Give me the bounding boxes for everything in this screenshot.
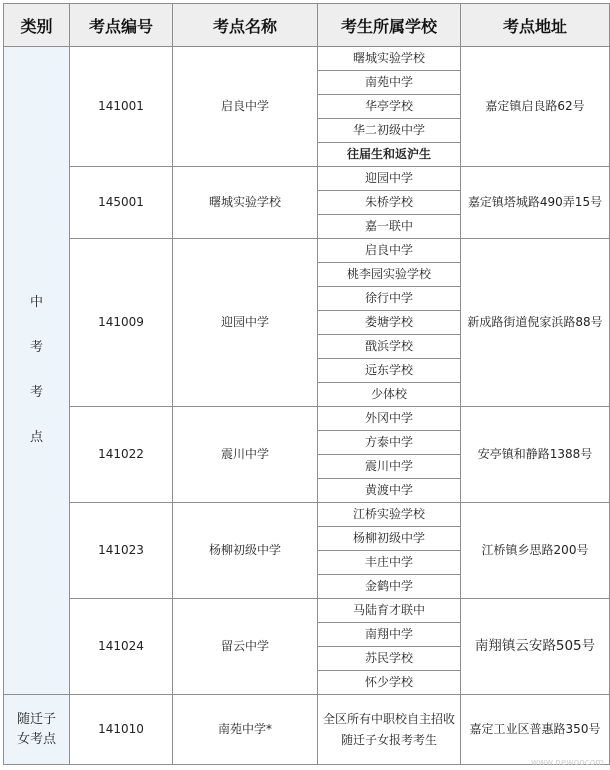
- school-cell: 南翔中学: [318, 623, 461, 647]
- school-cell: 徐行中学: [318, 287, 461, 311]
- school-cell: 远东学校: [318, 359, 461, 383]
- school-cell: 江桥实验学校: [318, 503, 461, 527]
- school-cell: 往届生和返沪生: [318, 143, 461, 167]
- site-code: 141009: [70, 239, 173, 407]
- site-address: 江桥镇乡思路200号: [461, 503, 610, 599]
- school-cell: 华二初级中学: [318, 119, 461, 143]
- school-cell: 杨柳初级中学: [318, 527, 461, 551]
- category-line: 女考点: [16, 731, 56, 747]
- category-zhongkao: [4, 47, 70, 695]
- site-name: 曙城实验学校: [173, 167, 318, 239]
- table-row: [4, 503, 610, 527]
- header-code: 考点编号: [70, 4, 173, 47]
- school-cell: 嘉一联中: [318, 215, 461, 239]
- site-code: 145001: [70, 167, 173, 239]
- category-char: 考: [29, 385, 43, 400]
- school-cell: 戬浜学校: [318, 335, 461, 359]
- watermark: www.newoocom: [531, 758, 604, 768]
- school-cell: 南苑中学: [318, 71, 461, 95]
- site-name: 迎园中学: [173, 239, 318, 407]
- header-name: 考点名称: [173, 4, 318, 47]
- site-name: 启良中学: [173, 47, 318, 167]
- table-row: [4, 599, 610, 623]
- school-cell: 丰庄中学: [318, 551, 461, 575]
- category-char: 中: [29, 295, 43, 310]
- header-row: [4, 4, 610, 47]
- site-code: 141001: [70, 47, 173, 167]
- category-char: 考: [29, 340, 43, 355]
- school-cell: 华亭学校: [318, 95, 461, 119]
- category-line: 随迁子: [16, 711, 56, 727]
- header-category: 类别: [4, 4, 70, 47]
- table-row: [4, 695, 610, 765]
- table-row: [4, 239, 610, 263]
- site-code: 141010: [70, 695, 173, 765]
- site-name: 震川中学: [173, 407, 318, 503]
- site-code: 141023: [70, 503, 173, 599]
- school-cell: 朱桥学校: [318, 191, 461, 215]
- school-cell: 桃李园实验学校: [318, 263, 461, 287]
- site-address: 安亭镇和静路1388号: [461, 407, 610, 503]
- school-cell: 怀少学校: [318, 671, 461, 695]
- site-address: 新成路街道倪家浜路88号: [461, 239, 610, 407]
- school-cell: 娄塘学校: [318, 311, 461, 335]
- school-cell: 启良中学: [318, 239, 461, 263]
- school-cell: 黄渡中学: [318, 479, 461, 503]
- school-cell: 曙城实验学校: [318, 47, 461, 71]
- school-cell: 金鹤中学: [318, 575, 461, 599]
- school-cell: 苏民学校: [318, 647, 461, 671]
- school-cell: 全区所有中职校自主招收随迁子女报考考生: [318, 695, 461, 765]
- site-name: 南苑中学*: [173, 695, 318, 765]
- category-migrant: [4, 695, 70, 765]
- site-address: 南翔镇云安路505号: [461, 599, 610, 695]
- table-row: [4, 47, 610, 71]
- header-address: 考点地址: [461, 4, 610, 47]
- site-code: 141022: [70, 407, 173, 503]
- table-row: [4, 407, 610, 431]
- site-code: 141024: [70, 599, 173, 695]
- exam-site-table: [3, 3, 610, 765]
- school-cell: 少体校: [318, 383, 461, 407]
- school-cell: 方泰中学: [318, 431, 461, 455]
- school-cell: 迎园中学: [318, 167, 461, 191]
- site-address: 嘉定工业区普惠路350号: [461, 695, 610, 765]
- category-char: 点: [29, 430, 43, 445]
- site-name: 留云中学: [173, 599, 318, 695]
- site-address: 嘉定镇启良路62号: [461, 47, 610, 167]
- school-cell: 马陆育才联中: [318, 599, 461, 623]
- school-cell: 震川中学: [318, 455, 461, 479]
- header-schools: 考生所属学校: [318, 4, 461, 47]
- table-row: [4, 167, 610, 191]
- school-cell: 外冈中学: [318, 407, 461, 431]
- site-address: 嘉定镇塔城路490弄15号: [461, 167, 610, 239]
- site-name: 杨柳初级中学: [173, 503, 318, 599]
